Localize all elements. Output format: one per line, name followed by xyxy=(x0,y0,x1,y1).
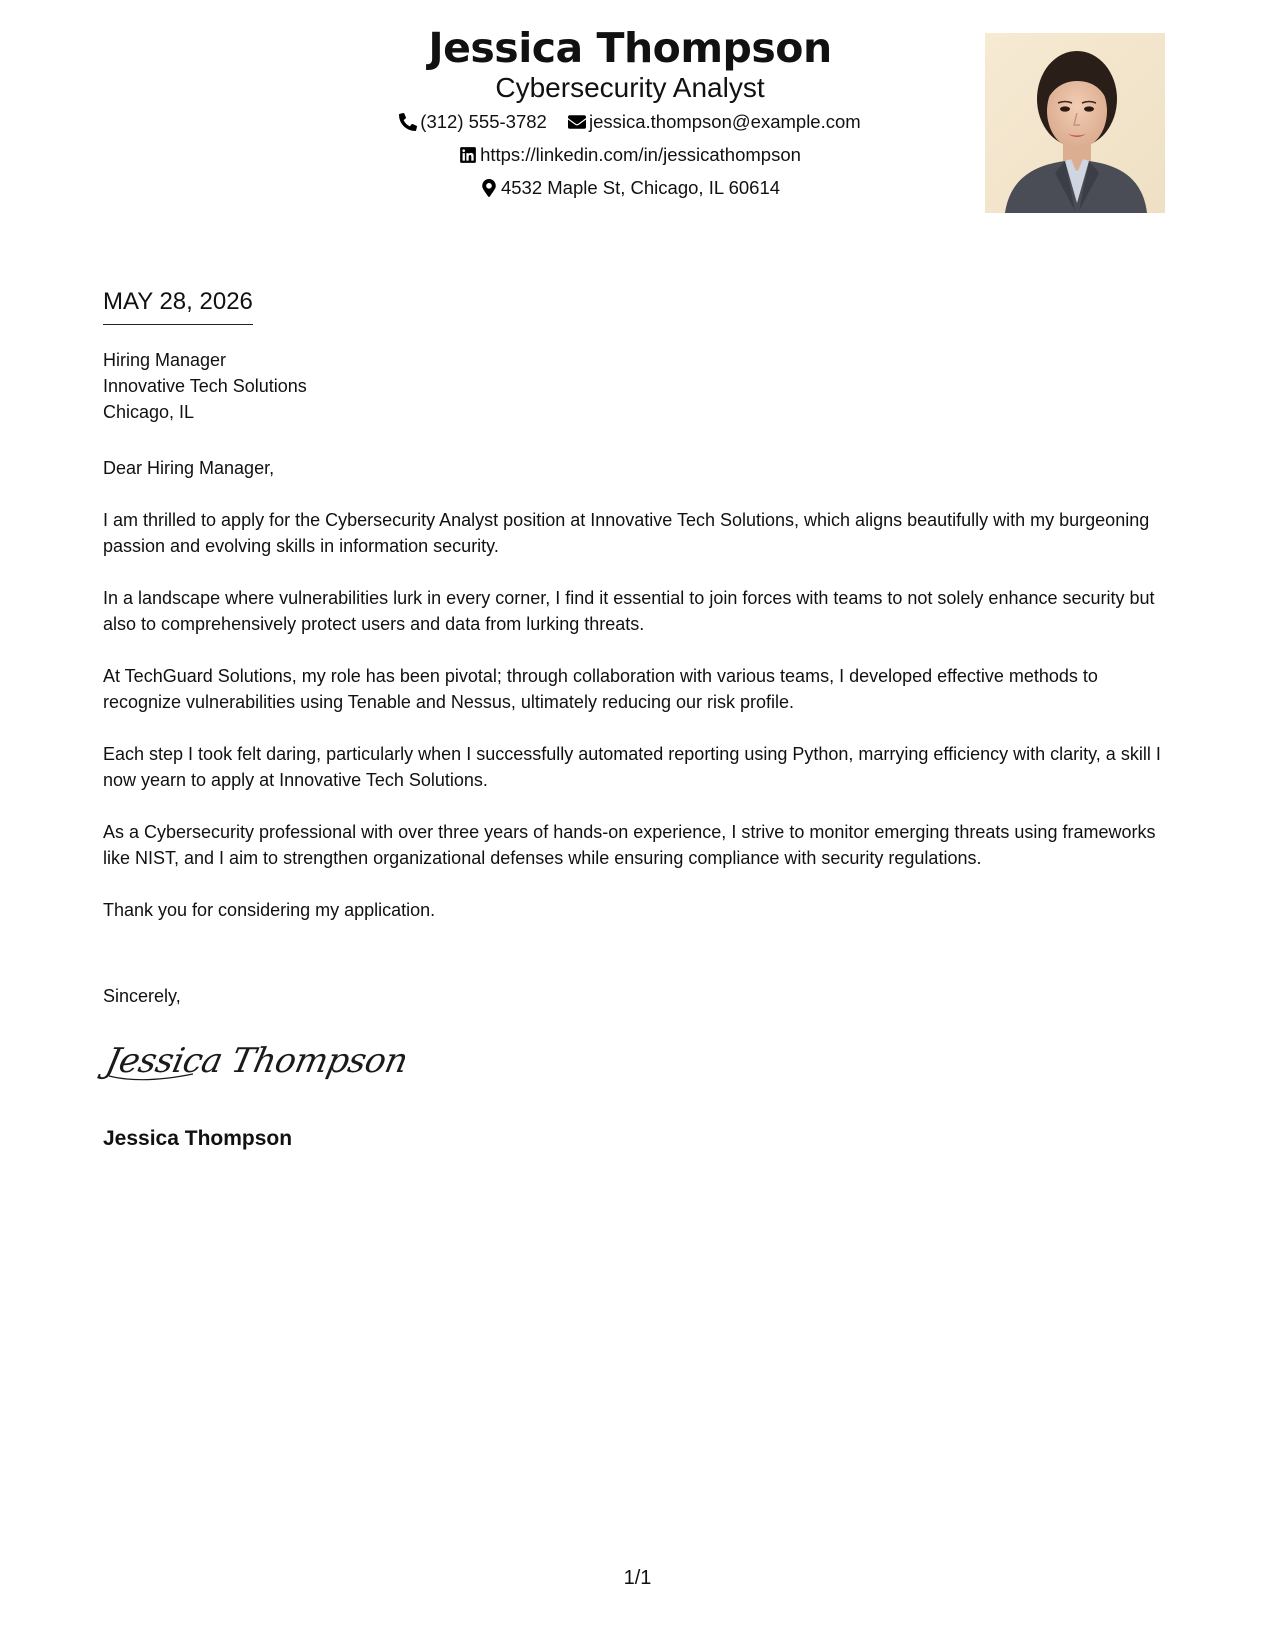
envelope-icon xyxy=(568,113,586,131)
recipient-block xyxy=(103,347,307,425)
paragraph: I am thrilled to apply for the Cybersecurity Analyst position at Innovative Tech Solutions, which aligns beautifully with my burgeoning passion and evolving skills in information security. xyxy=(103,510,1150,556)
page-number: 1/1 xyxy=(623,1567,652,1589)
letter-date: MAY 28, 2026 xyxy=(103,287,253,325)
paragraph: Thank you for considering my application. xyxy=(103,900,436,920)
address-contact xyxy=(480,172,780,204)
phone-icon xyxy=(399,113,417,131)
phone-contact[interactable] xyxy=(399,106,547,138)
address-text: 4532 Maple St, Chicago, IL 60614 xyxy=(500,177,781,199)
paragraph: In a landscape where vulnerabilities lurk in every corner, I find it essential to join forces with teams to not solely enhance security but also to comprehensively protect users and data from lurking threats. xyxy=(103,588,1155,634)
profile-photo xyxy=(985,33,1165,213)
phone-text: (312) 555-3782 xyxy=(420,111,547,133)
paragraph: As a Cybersecurity professional with over three years of hands-on experience, I strive to monitor emerging threats using frameworks like NIST, and I aim to strengthen organizational defenses while ensuring compliance with security regulations. xyxy=(103,822,1156,868)
salutation: Dear Hiring Manager, xyxy=(103,458,275,478)
linkedin-icon xyxy=(459,146,477,164)
recipient-line: Innovative Tech Solutions xyxy=(103,376,307,396)
closing: Sincerely, xyxy=(103,986,181,1006)
recipient-line: Hiring Manager xyxy=(103,350,227,370)
applicant-title: Cybersecurity Analyst xyxy=(495,72,765,103)
paragraph: Each step I took felt daring, particularly when I successfully automated reporting using Python, marrying efficiency with clarity, a skill I now yearn to apply at Innovative Tech Solutions. xyxy=(103,744,1161,790)
recipient-line: Chicago, IL xyxy=(103,402,195,422)
linkedin-contact[interactable] xyxy=(459,139,801,171)
handwritten-signature xyxy=(102,1030,412,1090)
svg-text:Jessica Thompson: Jessica Thompson xyxy=(102,1041,412,1081)
letter-content xyxy=(103,455,1178,949)
email-contact[interactable] xyxy=(568,106,861,138)
linkedin-text: https://linkedin.com/in/jessicathompson xyxy=(480,144,801,166)
email-text: jessica.thompson@example.com xyxy=(588,111,861,133)
paragraph: At TechGuard Solutions, my role has been pivotal; through collaboration with various teams, I developed effective methods to recognize vulnerabilities using Tenable and Nessus, ultimately reducing our risk profile. xyxy=(103,666,1098,712)
signer-name: Jessica Thompson xyxy=(103,1127,293,1150)
applicant-name: Jessica Thompson xyxy=(428,24,832,72)
map-pin-icon xyxy=(480,179,498,197)
